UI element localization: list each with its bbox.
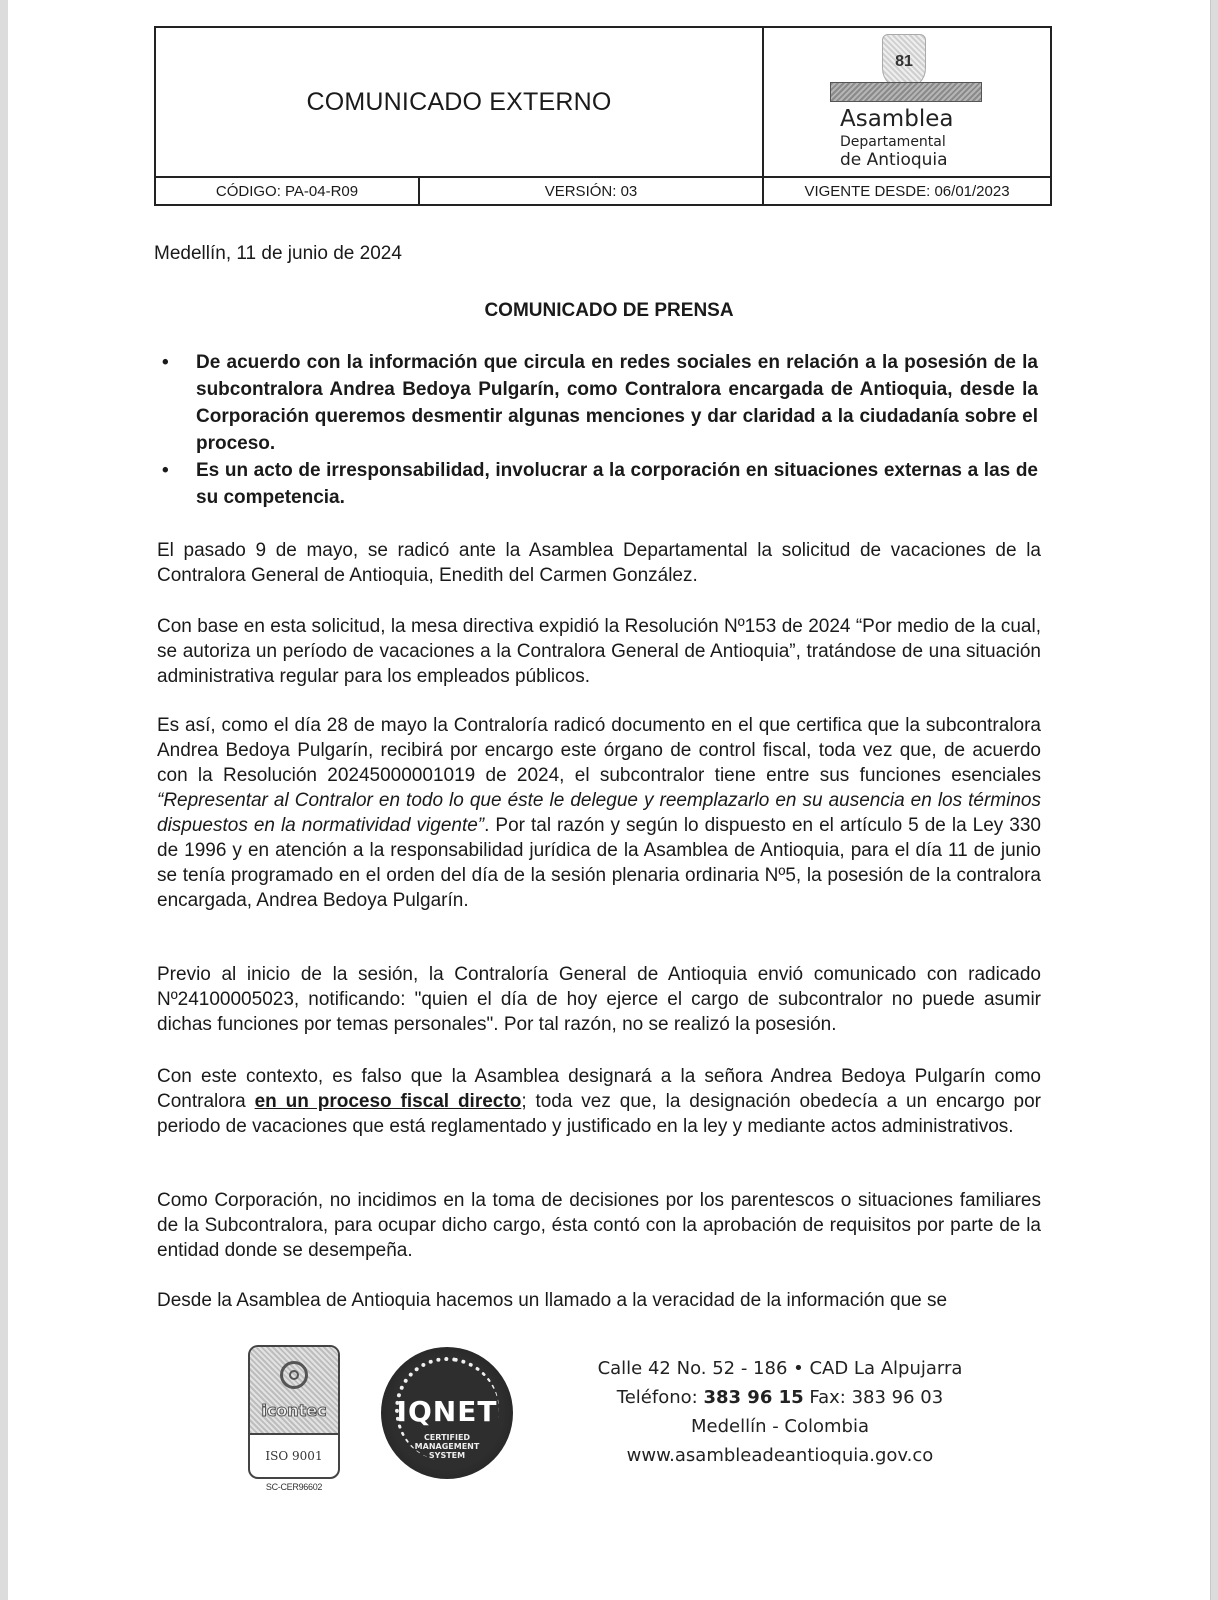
paragraph-7: Desde la Asamblea de Antioquia hacemos un llamado a la veracidad de la información que se [157,1290,948,1311]
document-code: CÓDIGO: PA-04-R09 [156,178,420,204]
document-header-table [154,26,1052,206]
certificate-code: SC-CER96602 [265,1482,323,1492]
iqnet-certification-logo [381,1347,513,1479]
iqnet-sub-line-2: MANAGEMENT [414,1442,480,1451]
icontec-ring-icon [280,1361,308,1389]
address: Calle 42 No. 52 - 186 • CAD La Alpujarra [597,1358,963,1379]
paragraph-5-text-b: ; toda vez que, la designación obedecía a un encargo por periodo de vacaciones que está reglamentado y justificado en la ley y mediante actos administrativos. [157,1091,1042,1137]
paragraph-1: El pasado 9 de mayo, se radicó ante la Asamblea Departamental la solicitud de vacaciones de la Contralora General de Antioquia, Enedith del Carmen González. [157,540,1041,586]
iqnet-sub-line-3: SYSTEM [428,1451,466,1460]
iqnet-wordmark: IQNET [396,1395,498,1428]
contact-info [560,1354,1000,1470]
paragraph-3-text-a: Es así, como el día 28 de mayo la Contraloría radicó documento en el que certifica que la subcontralora Andrea Bedoya Pulgarín, recibirá por encargo este órgano de control fiscal, toda vez que, de acuerdo con la Resolución 20245000001019 de 2024, el subcontralor tiene entre sus funciones esenciales [157,715,1041,786]
paragraph-3-quote: “Representar al Contralor en todo lo que éste le delegue y reemplazarlo en su ausencia en los términos dispuestos en la normatividad vigente” [157,790,1041,836]
icontec-badge-top [250,1347,338,1435]
iso-label: ISO 9001 [265,1449,323,1463]
paragraph-5-text-a: Con este contexto, es falso que la Asamblea designará a la señora Andrea Bedoya Pulgarín como Contralora [157,1066,1041,1112]
iqnet-sub-line-1: CERTIFIED [423,1433,471,1442]
bullet-icon: • [162,460,169,481]
bullet-text: De acuerdo con la información que circula en redes sociales en relación a la posesión de la subcontralora Andrea Bedoya Pulgarín, como Contralora encargada de Antioquia, desde la Corporación queremos desmentir algunas menciones y dar claridad a la ciudadanía sobre el proceso. [196,352,1038,454]
bullet-item [162,349,1038,457]
bullet-icon: • [162,352,169,373]
paragraph-6: Como Corporación, no incidimos en la toma de decisiones por los parentescos o situaciones familiares de la Subcontralora, para ocupar dicho cargo, ésta contó con la aprobación de requisitos por parte de la entidad donde se desempeña. [157,1190,1041,1261]
logo-subtitle-1: Departamental [840,134,946,150]
summary-bullets [162,349,1038,511]
city: Medellín - Colombia [690,1416,870,1437]
website-link[interactable]: www.asambleadeantioquia.gov.co [626,1445,934,1466]
header-top-row [156,28,1050,178]
paragraph-5 [157,1064,1041,1139]
phone-fax-line [560,1383,1000,1412]
paragraph-2: Con base en esta solicitud, la mesa directiva expidió la Resolución Nº153 de 2024 “Por medio de la cual, se autoriza un período de vacaciones a la Contralora General de Antioquia”, tratándose de una situación administrativa regular para los empleados públicos. [157,616,1041,687]
icontec-wordmark: icontec [261,1401,327,1420]
paragraph-4: Previo al inicio de la sesión, la Contraloría General de Antioquia envió comunicado con radicado Nº24100005023, notificando: "quien el día de hoy ejerce el cargo de subcontralor no puede asumir dichas funciones por temas personales". Por tal razón, no se realizó la posesión. [157,964,1041,1035]
scan-edge-left [0,0,8,1600]
logo-band-graphic [830,82,982,102]
document-version: VERSIÓN: 03 [420,178,764,204]
bullet-text: Es un acto de irresponsabilidad, involucrar a la corporación en situaciones externas a las de su competencia. [196,460,1038,508]
phone-number: 383 96 15 [703,1387,804,1408]
valid-from-date: VIGENTE DESDE: 06/01/2023 [804,182,1010,200]
bullet-item [162,457,1038,511]
scan-edge-right [1210,0,1218,1600]
phone-label: Teléfono: [616,1387,698,1408]
fax-number: Fax: 383 96 03 [809,1387,944,1408]
iqnet-subtitle [381,1433,513,1460]
icontec-certification-logo [248,1345,340,1479]
crest-icon: 81 [882,34,926,90]
logo-subtitle-2: de Antioquia [840,150,948,170]
asamblea-logo [764,28,1052,176]
document-type-title: COMUNICADO EXTERNO [156,28,764,176]
press-release-title: COMUNICADO DE PRENSA [484,300,734,321]
paragraph-5-emphasis: en un proceso fiscal directo [254,1091,522,1112]
header-meta-row [156,178,1050,204]
logo-name: Asamblea [840,106,954,132]
date-line: Medellín, 11 de junio de 2024 [154,243,402,264]
paragraph-3-text-b: . Por tal razón y según lo dispuesto en el artículo 5 de la Ley 330 de 1996 y en atención a la responsabilidad jurídica de la Asamblea de Antioquia, para el día 11 de junio se tenía programado en el orden del día de la sesión plenaria ordinaria Nº5, la posesión de la contralora encargada, Andrea Bedoya Pulgarín. [157,815,1041,911]
paragraph-3 [157,713,1041,913]
